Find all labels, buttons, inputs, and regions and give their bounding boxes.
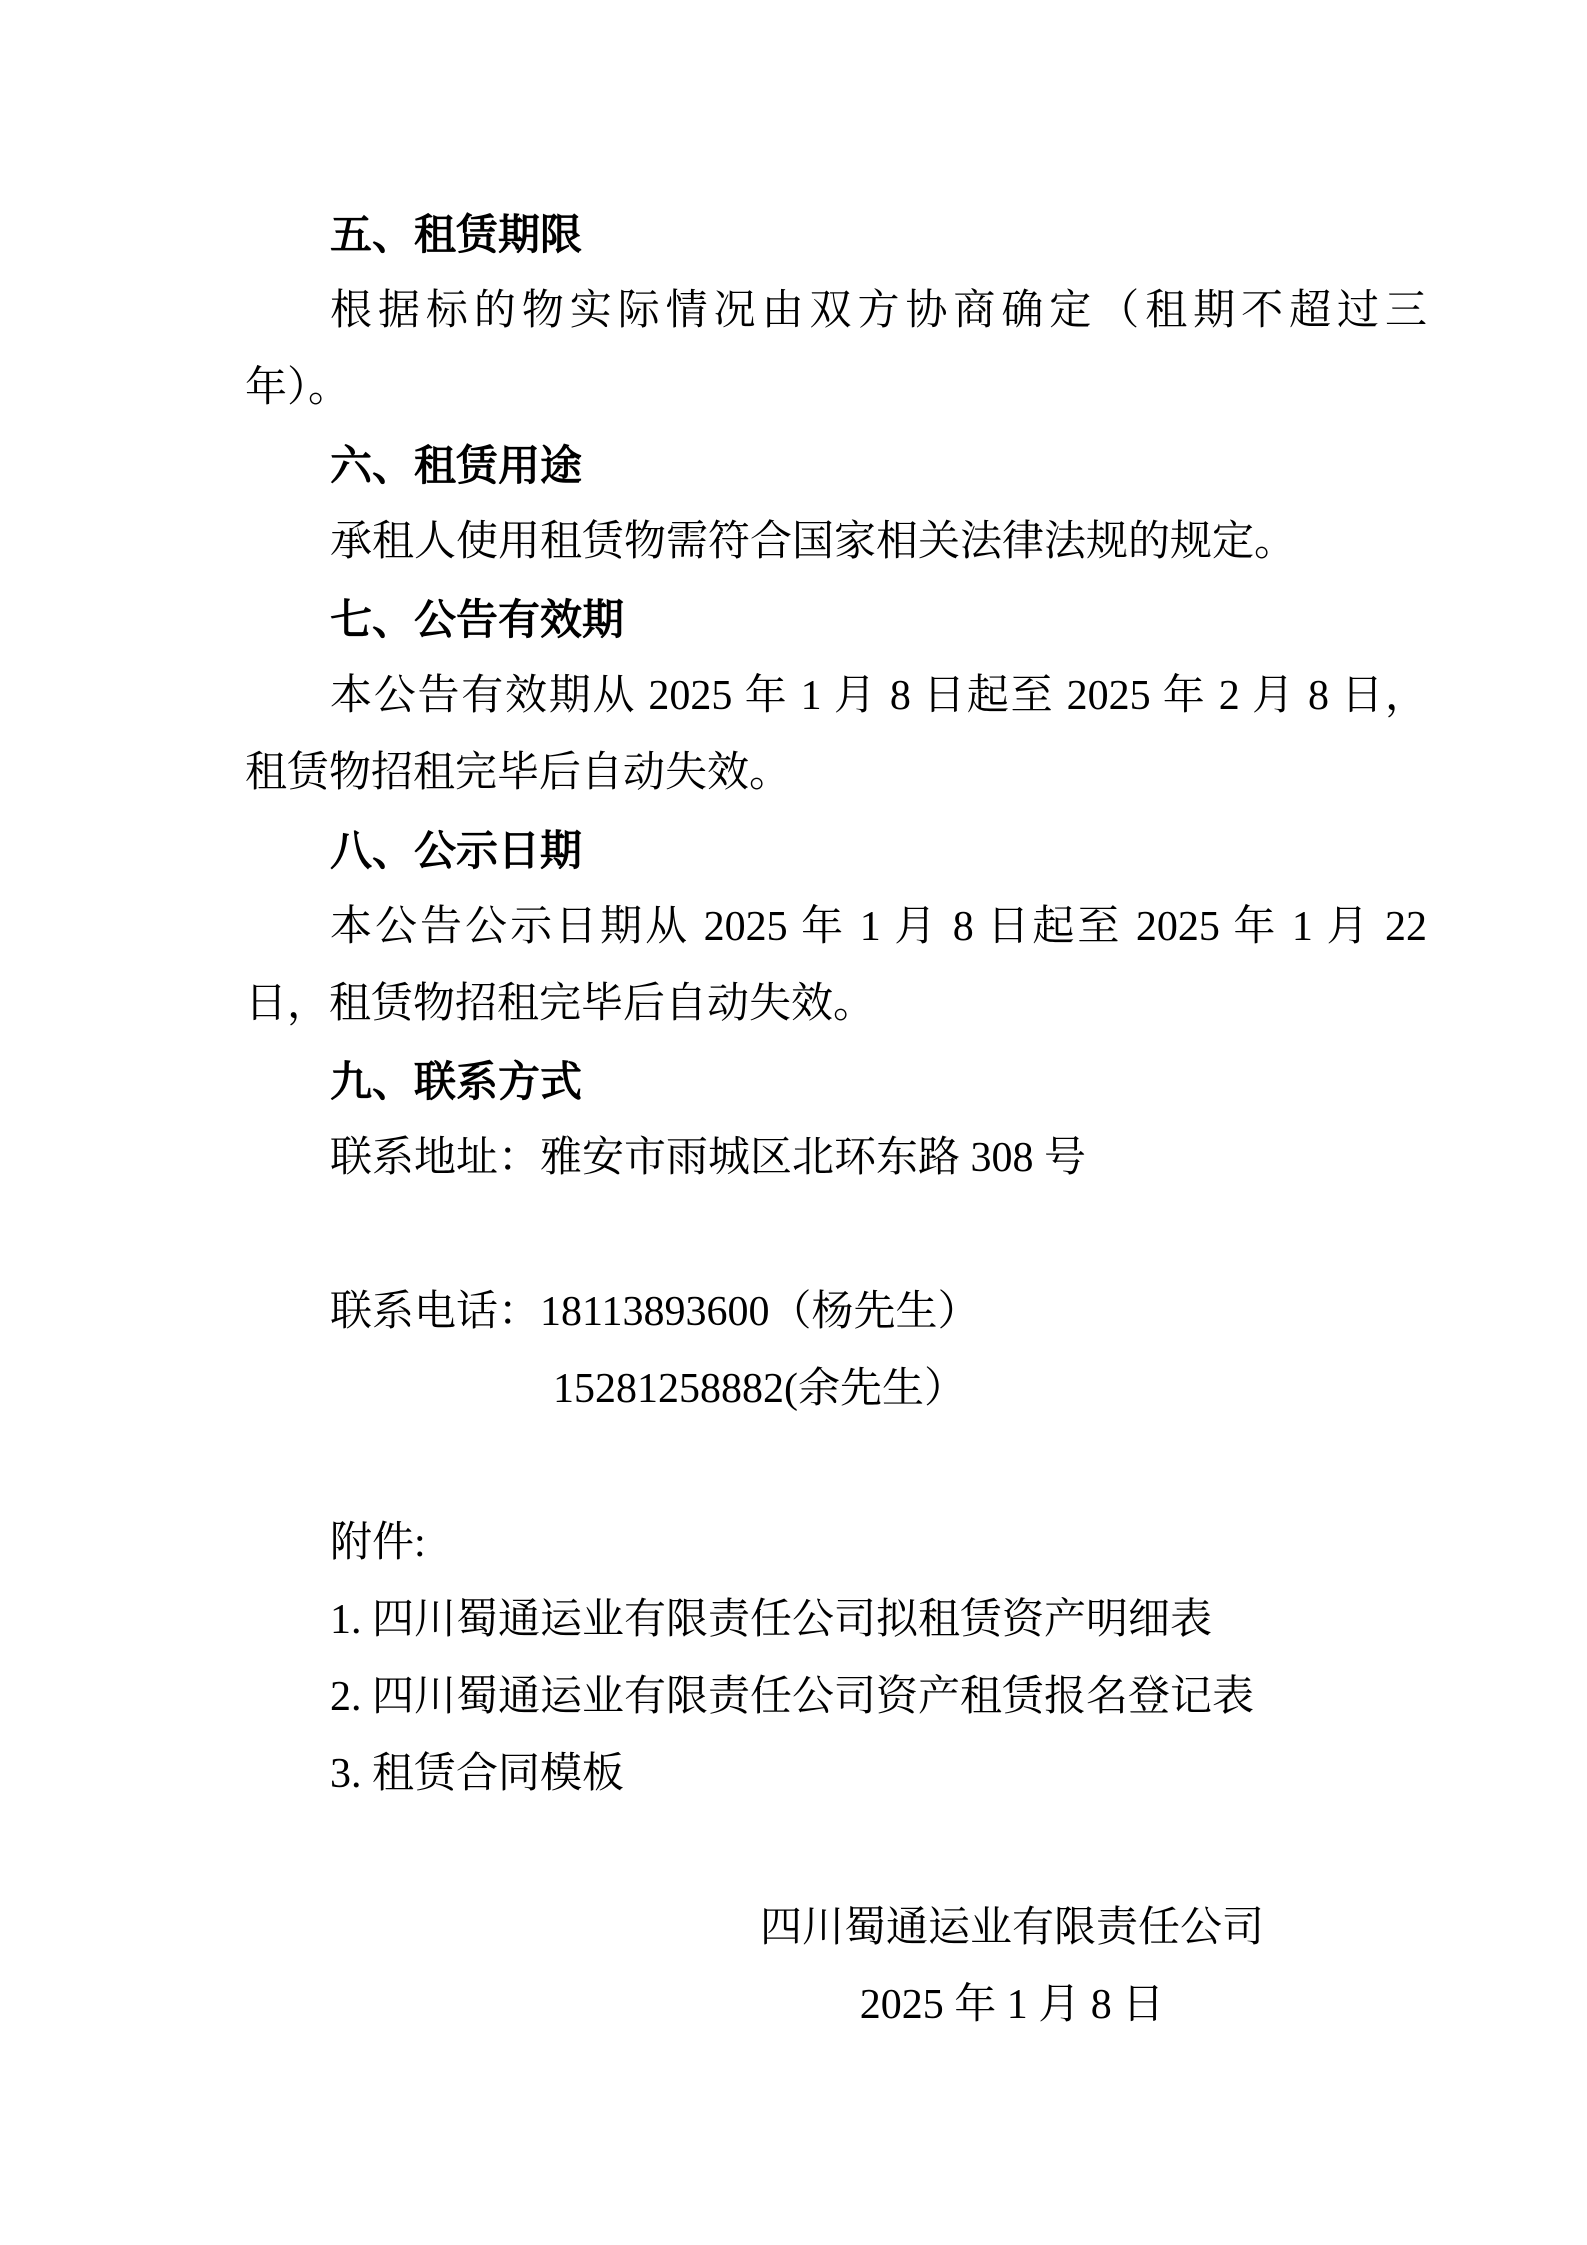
section-5-body-line-2: 年）。 [245, 365, 351, 411]
attachments-label: 附件: [330, 1520, 426, 1566]
blank-line [245, 1197, 1427, 1274]
section-5-heading: 五、租赁期限 [330, 211, 583, 258]
section-7-heading: 七、公告有效期 [330, 596, 625, 643]
section-8-heading: 八、公示日期 [330, 827, 583, 874]
signature-company: 四川蜀通运业有限责任公司 [759, 1905, 1264, 1951]
section-6-heading: 六、租赁用途 [330, 442, 583, 489]
signature-date: 2025 年 1 月 8 日 [859, 1982, 1165, 2028]
section-9-heading: 九、联系方式 [330, 1058, 583, 1105]
section-5-body-line-1: 根据标的物实际情况由双方协商确定（租期不超过三 [330, 288, 1427, 334]
section-7-body-line-1: 本公告有效期从 2025 年 1 月 8 日起至 2025 年 2 月 8 日， [330, 673, 1427, 719]
attachment-item-1: 1. 四川蜀通运业有限责任公司拟租赁资产明细表 [330, 1597, 1213, 1643]
section-6-body-line-1: 承租人使用租赁物需符合国家相关法律法规的规定。 [330, 519, 1297, 565]
signature-block [757, 1890, 1267, 2044]
section-8-body-line-1: 本公告公示日期从 2025 年 1 月 8 日起至 2025 年 1 月 22 [330, 904, 1427, 950]
section-8-body-line-2: 日，租赁物招租完毕后自动失效。 [245, 981, 876, 1027]
blank-line [245, 1813, 1427, 1890]
section-7-body-line-2: 租赁物招租完毕后自动失效。 [245, 750, 792, 796]
contact-phone-1: 联系电话：18113893600（杨先生） [330, 1289, 980, 1335]
blank-line [245, 1428, 1427, 1505]
attachment-item-2: 2. 四川蜀通运业有限责任公司资产租赁报名登记表 [330, 1674, 1255, 1720]
attachment-item-3: 3. 租赁合同模板 [330, 1751, 625, 1797]
contact-phone-2: 15281258882(余先生） [553, 1366, 966, 1412]
contact-address: 联系地址：雅安市雨城区北环东路 308 号 [330, 1135, 1087, 1181]
